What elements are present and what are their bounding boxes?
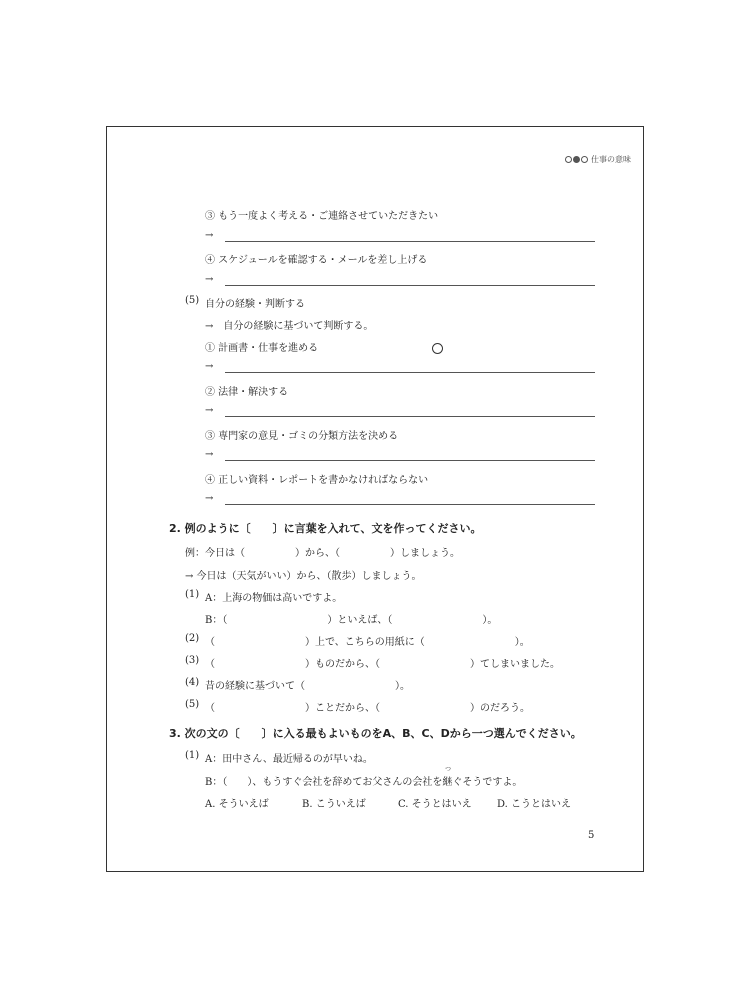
arrow: → (205, 230, 214, 241)
q3-text: （ ）ものだから、（ ）てしまいました。 (205, 659, 560, 670)
answer-line[interactable] (225, 460, 595, 461)
q5-num: (5) (185, 699, 200, 710)
q5-item-1: ① 計画書・仕事を進める (205, 343, 319, 354)
q4-text: 昔の経験に基づいて（ ）。 (205, 681, 410, 692)
s3-q1-num: (1) (185, 750, 200, 761)
q5-label: (5) (185, 295, 200, 306)
answer-line[interactable] (225, 504, 595, 505)
header-logo-icon (565, 156, 588, 163)
q4-num: (4) (185, 677, 200, 688)
s3-q1-a: A：田中さん、最近帰るのが早いね。 (205, 754, 373, 765)
section2-title: 2. 例のように〔 〕に言葉を入れて、文を作ってください。 (169, 522, 482, 535)
choice-c[interactable]: C. そうとはいえ (398, 799, 472, 810)
q2-num: (2) (185, 633, 200, 644)
header-title: 仕事の意味 (591, 155, 631, 164)
choice-a[interactable]: A. そういえば (205, 799, 269, 810)
arrow: → (205, 274, 214, 285)
q5-item-3: ③ 専門家の意見・ゴミの分類方法を決める (205, 431, 399, 442)
q3-num: (3) (185, 655, 200, 666)
furigana: つ (445, 766, 452, 773)
section2-example: 例：今日は（ ）から、（ ）しましょう。 (185, 548, 460, 559)
q5-example: → 自分の経験に基づいて判断する。 (205, 321, 374, 332)
answer-line[interactable] (225, 241, 595, 242)
answer-line[interactable] (225, 285, 595, 286)
choice-b[interactable]: B. こういえば (302, 799, 366, 810)
worksheet-page (106, 126, 644, 872)
q1-num: (1) (185, 589, 200, 600)
arrow: → (205, 361, 214, 372)
answer-line[interactable] (225, 372, 595, 373)
q5-item-2: ② 法律・解決する (205, 387, 289, 398)
circle-mark-icon (432, 343, 443, 354)
running-header (565, 154, 631, 165)
q1-b-text: B：（ ）といえば、（ ）。 (205, 615, 498, 626)
answer-line[interactable] (225, 416, 595, 417)
arrow: → (205, 449, 214, 460)
q5-item-4: ④ 正しい資料・レポートを書かなければならない (205, 475, 429, 486)
section3-title: 3. 次の文の〔 〕に入る最もよいものをA、B、C、Dから一つ選んでください。 (169, 727, 582, 740)
q5b-text: （ ）ことだから、（ ）のだろう。 (205, 703, 530, 714)
q2-text: （ ）上で、こちらの用紙に（ ）。 (205, 637, 530, 648)
section2-example-answer: → 今日は（天気がいい）から、（散歩）しましょう。 (185, 571, 422, 582)
q5-text: 自分の経験・判断する (205, 299, 305, 310)
item-3: ③ もう一度よく考える・ご連絡させていただきたい (205, 211, 439, 222)
item-4: ④ スケジュールを確認する・メールを差し上げる (205, 255, 428, 266)
page-number: 5 (588, 830, 595, 841)
q1-text: A：上海の物価は高いですよ。 (205, 593, 343, 604)
arrow: → (205, 493, 214, 504)
arrow: → (205, 405, 214, 416)
s3-q1-b: B：（ ）、もうすぐ会社を辞めてお父さんの会社を継ぐそうですよ。 (205, 777, 523, 788)
choice-d[interactable]: D. こうとはいえ (497, 799, 572, 810)
